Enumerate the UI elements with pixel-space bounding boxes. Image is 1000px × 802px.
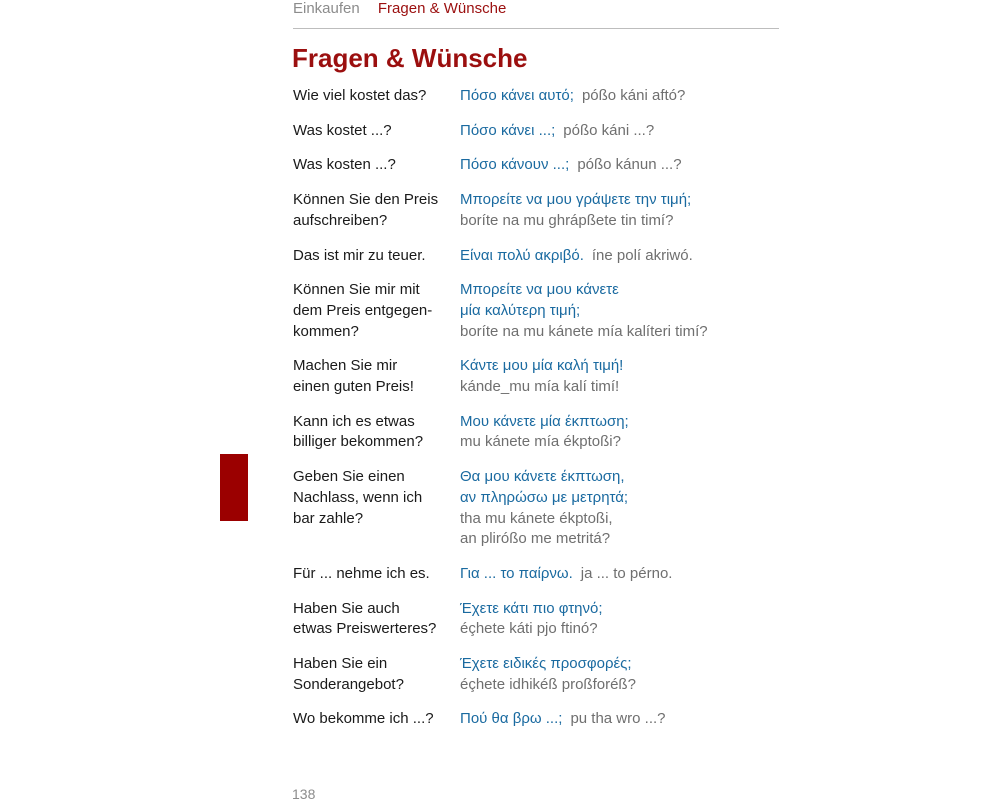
phrase-row: [293, 86, 773, 107]
german-line: Haben Sie ein: [293, 655, 388, 673]
translation-line: [460, 246, 773, 267]
phrase-row: [293, 190, 773, 231]
german-line: Können Sie den Preis: [293, 191, 439, 209]
german-line: Sonderangebot?: [293, 675, 404, 693]
greek-translation: [460, 280, 773, 342]
greek-text: Πού θα βρω ...;: [460, 710, 563, 728]
transliteration: mu kánete mía ékptoßi?: [460, 433, 621, 451]
transliteration: póßo káni aftó?: [581, 87, 686, 104]
phrase-row: [293, 709, 773, 730]
german-phrase: [293, 654, 460, 695]
greek-text: Θα μου κάνετε έκπτωση,: [460, 468, 625, 486]
translation-line: [460, 709, 773, 730]
german-phrase: [293, 709, 460, 730]
german-line: Machen Sie mir: [293, 357, 398, 375]
greek-translation: [460, 654, 773, 695]
german-line: einen guten Preis!: [293, 378, 414, 396]
transliteration: éçhete káti pjo ftinó?: [460, 620, 598, 638]
translation-line: [460, 564, 773, 585]
phrase-row: [293, 599, 773, 640]
greek-translation: [460, 86, 773, 107]
german-phrase: [293, 121, 460, 142]
transliteration: boríte na mu ghrápßete tin timí?: [460, 211, 674, 229]
german-line: bar zahle?: [293, 509, 364, 527]
greek-translation: [460, 356, 773, 397]
greek-text: Μου κάνετε μία έκπτωση;: [460, 412, 629, 430]
german-phrase: [293, 599, 460, 640]
greek-text: Πόσο κάνει ...;: [460, 121, 556, 139]
german-line: Haben Sie auch: [293, 599, 400, 617]
greek-text: Έχετε κάτι πιο φτηνό;: [460, 599, 603, 617]
german-phrase: [293, 190, 460, 231]
greek-text: Μπορείτε να μου γράψετε την τιμή;: [460, 191, 692, 209]
phrase-row: [293, 467, 773, 550]
german-line: Für ... nehme ich es.: [293, 564, 430, 582]
german-line: etwas Preiswerteres?: [293, 620, 437, 638]
german-phrase: [293, 564, 460, 585]
translation-line: [460, 155, 773, 176]
greek-text: Έχετε ειδικές προσφορές;: [460, 655, 632, 673]
phrase-row: [293, 246, 773, 267]
greek-translation: [460, 190, 773, 231]
greek-text: μία καλύτερη τιμή;: [460, 301, 581, 319]
german-phrase: [293, 155, 460, 176]
greek-translation: [460, 564, 773, 585]
german-line: dem Preis entgegen-: [293, 301, 433, 319]
transliteration: póßo káni ...?: [563, 121, 655, 139]
transliteration: tha mu kánete ékptoßi,: [460, 509, 613, 527]
page-number: 138: [292, 786, 316, 802]
german-line: Das ist mir zu teuer.: [293, 246, 426, 264]
greek-text: Πόσο κάνει αυτό;: [460, 87, 574, 104]
german-phrase: [293, 86, 460, 107]
translation-line: [460, 86, 773, 107]
greek-text: αν πληρώσω με μετρητά;: [460, 488, 629, 506]
german-line: Können Sie mir mit: [293, 281, 420, 299]
phrase-row: [293, 412, 773, 453]
greek-text: Πόσο κάνουν ...;: [460, 156, 570, 174]
greek-translation: [460, 412, 773, 453]
german-line: Nachlass, wenn ich: [293, 488, 423, 506]
transliteration: an pliróßo me metritá?: [460, 530, 611, 548]
transliteration: íne polí akriwó.: [591, 246, 693, 264]
phrase-row: [293, 121, 773, 142]
greek-text: Κάντε μου μία καλή τιμή!: [460, 357, 624, 375]
greek-text: Για ... το παίρνω.: [460, 564, 573, 582]
greek-text: Είναι πολύ ακριβό.: [460, 246, 584, 264]
transliteration: boríte na mu kánete mía kalíteri timí?: [460, 322, 708, 340]
phrase-row: [293, 356, 773, 397]
phrase-row: [293, 564, 773, 585]
greek-translation: [460, 599, 773, 640]
header-section: Einkaufen: [293, 0, 360, 17]
german-phrase: [293, 246, 460, 267]
german-phrase: [293, 280, 460, 342]
phrase-row: [293, 654, 773, 695]
running-header: [293, 0, 779, 29]
translation-line: [460, 121, 773, 142]
greek-text: Μπορείτε να μου κάνετε: [460, 281, 619, 299]
german-line: kommen?: [293, 322, 359, 340]
german-line: Wie viel kostet das?: [293, 87, 427, 104]
phrase-row: [293, 155, 773, 176]
phrase-list: [293, 86, 773, 730]
german-line: Was kostet ...?: [293, 121, 392, 139]
german-line: Geben Sie einen: [293, 468, 405, 486]
german-line: Kann ich es etwas: [293, 412, 415, 430]
header-current-topic: Fragen & Wünsche: [377, 0, 507, 17]
german-line: aufschreiben?: [293, 211, 388, 229]
page-title: Fragen & Wünsche: [292, 43, 528, 73]
german-line: Was kosten ...?: [293, 156, 396, 174]
greek-translation: [460, 155, 773, 176]
chapter-thumb-tab: [220, 454, 248, 521]
greek-translation: [460, 709, 773, 730]
transliteration: éçhete idhikéß proßforéß?: [460, 675, 636, 693]
german-line: billiger bekommen?: [293, 433, 424, 451]
german-phrase: [293, 356, 460, 397]
transliteration: pu tha wro ...?: [570, 710, 666, 728]
transliteration: ja ... to pérno.: [580, 564, 673, 582]
phrase-row: [293, 280, 773, 342]
transliteration: kánde_mu mía kalí timí!: [460, 378, 620, 396]
german-phrase: [293, 467, 460, 550]
greek-translation: [460, 467, 773, 550]
greek-translation: [460, 246, 773, 267]
greek-translation: [460, 121, 773, 142]
german-phrase: [293, 412, 460, 453]
transliteration: póßo kánun ...?: [577, 156, 682, 174]
german-line: Wo bekomme ich ...?: [293, 710, 434, 728]
